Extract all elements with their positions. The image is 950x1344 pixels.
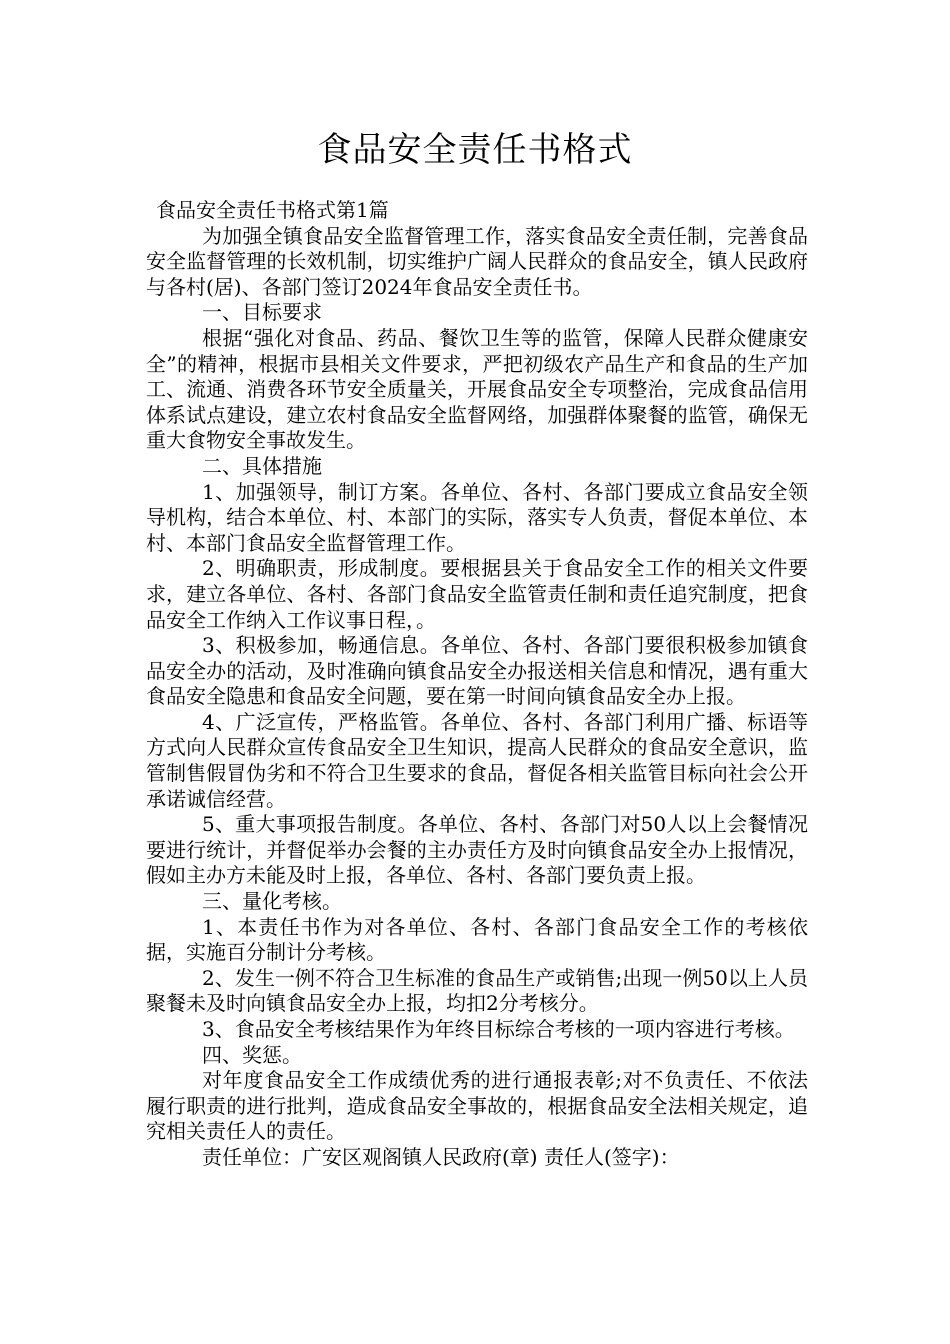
assessment-item-1: 1、本责任书作为对各单位、各村、各部门食品安全工作的考核依据，实施百分制计分考核。 xyxy=(146,914,808,965)
measure-item-5: 5、重大事项报告制度。各单位、各村、各部门对50人以上会餐情况要进行统计，并督促举办会餐的主办责任方及时向镇食品安全办上报情况，假如主办方未能及时上报，各单位、各村、各部门要负责上报。 xyxy=(146,812,808,888)
document-body xyxy=(146,198,808,1171)
section-heading-rewards: 四、奖惩。 xyxy=(202,1042,302,1067)
document-title: 食品安全责任书格式 xyxy=(317,130,633,170)
section-heading-goals: 一、目标要求 xyxy=(202,300,322,325)
intro-paragraph: 为加强全镇食品安全监督管理工作，落实食品安全责任制，完善食品安全监督管理的长效机制，切实维护广阔人民群众的食品安全，镇人民政府与各村(居)、各部门签订2024年食品安全责任书。 xyxy=(146,223,808,299)
measure-item-3: 3、积极参加，畅通信息。各单位、各村、各部门要很积极参加镇食品安全办的活动，及时准确向镇食品安全办报送相关信息和情况，遇有重大食品安全隐患和食品安全问题，要在第一时间向镇食品安全办上报。 xyxy=(146,633,808,709)
rewards-paragraph: 对年度食品安全工作成绩优秀的进行通报表彰;对不负责任、不依法履行职责的进行批判，造成食品安全事故的，根据食品安全法相关规定，追究相关责任人的责任。 xyxy=(146,1068,808,1144)
section-heading-measures: 二、具体措施 xyxy=(202,453,322,478)
document-subtitle: 食品安全责任书格式第1篇 xyxy=(156,198,389,222)
assessment-item-3: 3、食品安全考核结果作为年终目标综合考核的一项内容进行考核。 xyxy=(202,1017,795,1041)
measure-item-1: 1、加强领导，制订方案。各单位、各村、各部门要成立食品安全领导机构，结合本单位、村、本部门的实际，落实专人负责，督促本单位、本村、本部门食品安全监督管理工作。 xyxy=(146,479,808,555)
measure-item-2: 2、明确职责，形成制度。要根据县关于食品安全工作的相关文件要求，建立各单位、各村、各部门食品安全监管责任制和责任追究制度，把食品安全工作纳入工作议事日程，。 xyxy=(146,556,808,632)
assessment-item-2: 2、发生一例不符合卫生标准的食品生产或销售;出现一例50以上人员聚餐未及时向镇食品安全办上报，均扣2分考核分。 xyxy=(146,965,808,1016)
measure-item-4: 4、广泛宣传，严格监管。各单位、各村、各部门利用广播、标语等方式向人民群众宣传食品安全卫生知识，提高人民群众的食品安全意识，监管制售假冒伪劣和不符合卫生要求的食品，督促各相关监管目标向社会公开承诺诚信经营。 xyxy=(146,709,808,811)
goals-paragraph: 根据“强化对食品、药品、餐饮卫生等的监管，保障人民群众健康安全”的精神，根据市县相关文件要求，严把初级农产品生产和食品的生产加工、流通、消费各环节安全质量关，开展食品安全专项整治，完成食品信用体系试点建设，建立农村食品安全监督网络，加强群体聚餐的监管，确保无重大食物安全事故发生。 xyxy=(146,325,808,453)
signature-line: 责任单位：广安区观阁镇人民政府(章) 责任人(签字)： xyxy=(202,1144,680,1169)
section-heading-assessment: 三、量化考核。 xyxy=(202,889,342,914)
